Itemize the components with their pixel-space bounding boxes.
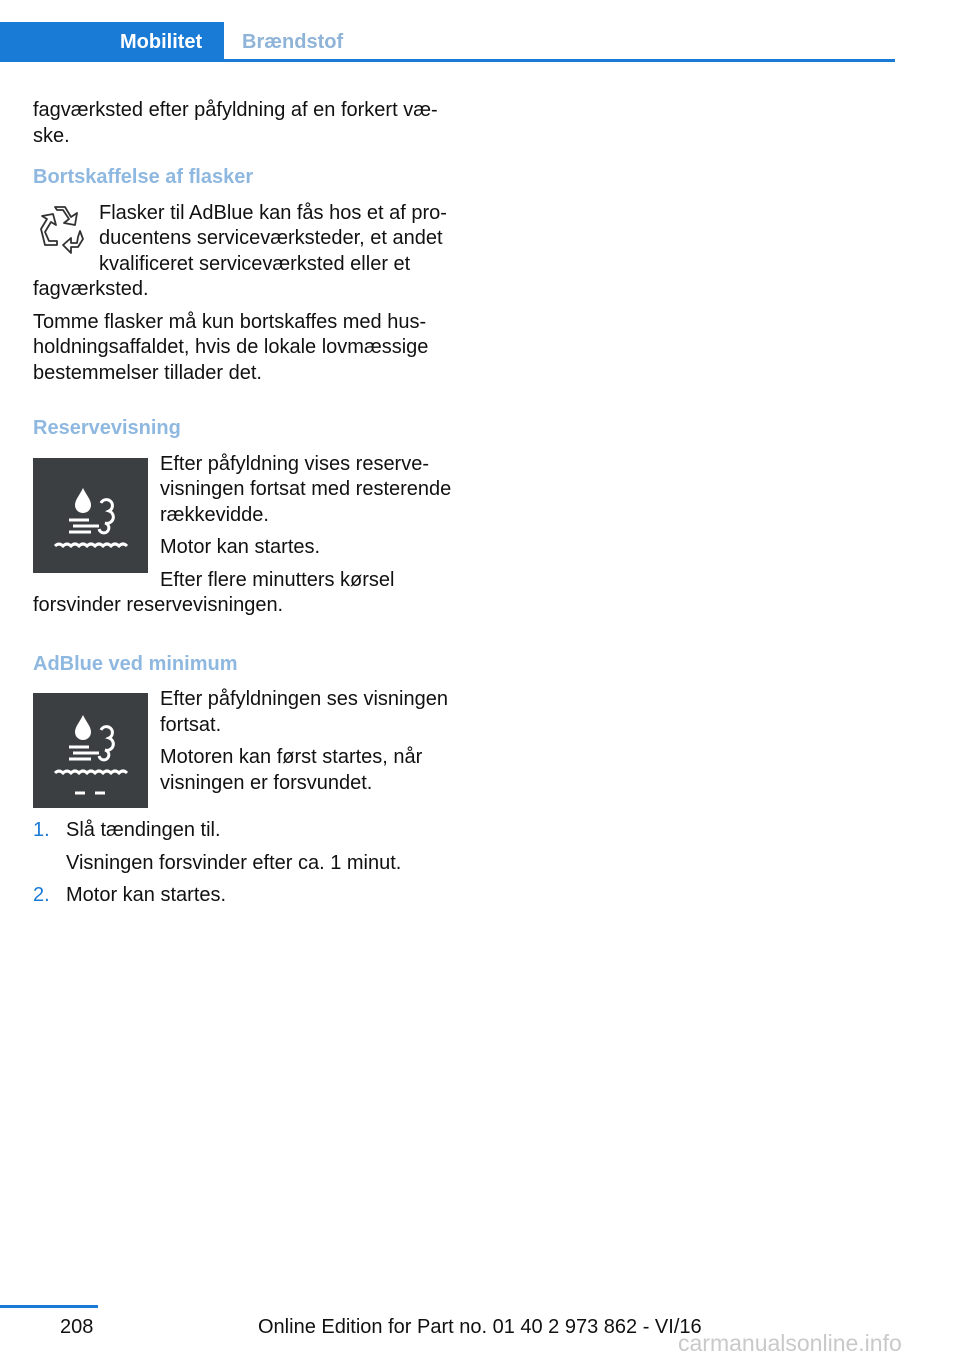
page-number: 208 — [60, 1316, 94, 1338]
reserve-heading: Reservevisning — [33, 417, 181, 439]
disposal-heading: Bortskaffelse af flasker — [33, 166, 254, 188]
step-text: Slå tændingen til. — [66, 819, 221, 841]
disposal-para-1: Flasker til AdBlue kan fås hos et af producentens serviceværksteder, et andet kvalificeret serviceværksted eller et fagværksted. — [33, 201, 447, 300]
tab-mobilitet[interactable]: Mobilitet — [0, 22, 224, 62]
edition-text: Online Edition for Part no. 01 40 2 973 862 - VI/16 — [258, 1316, 702, 1338]
minimum-para-1: Efter påfyldningen ses visningen fortsat. — [160, 688, 448, 736]
step-subtext: Visningen forsvinder efter ca. 1 minut. — [66, 851, 402, 874]
reserve-para-2: Motor kan startes. — [160, 536, 321, 558]
disposal-section — [33, 201, 453, 387]
reserve-para-3: Efter flere minutters kørsel forsvinder reservevisningen. — [33, 568, 395, 616]
step-number: 1. — [33, 819, 50, 841]
reserve-para-1: Efter påfyldning vises reservevisningen fortsat med resterende rækkevidde. — [160, 452, 452, 526]
steps-list — [33, 818, 453, 909]
tab-braendstof[interactable]: Brændstof — [242, 31, 344, 53]
minimum-para-2: Motoren kan først startes, når visningen er forsvundet. — [160, 746, 423, 794]
minimum-section — [33, 687, 453, 808]
footer-divider — [0, 1305, 98, 1308]
disposal-para-2: Tomme flasker må kun bortskaffes med husholdningsaffaldet, hvis de lokale lovmæssige bestemmelser tillader det. — [33, 310, 429, 384]
step-number: 2. — [33, 884, 50, 906]
adblue-reserve-icon — [33, 458, 148, 573]
adblue-minimum-icon — [33, 693, 148, 808]
recycle-icon — [33, 201, 87, 255]
step-text: Motor kan startes. — [66, 884, 227, 906]
reserve-section — [33, 452, 453, 626]
intro-text: fagværksted efter påfyldning af en forkert væske. — [33, 99, 438, 147]
minimum-heading: AdBlue ved minimum — [33, 652, 238, 675]
list-item — [33, 883, 453, 909]
header-tabs — [0, 22, 895, 62]
main-content — [33, 98, 453, 916]
header-divider — [0, 59, 895, 62]
list-item — [33, 818, 453, 876]
watermark: carmanualsonline.info — [678, 1330, 902, 1356]
